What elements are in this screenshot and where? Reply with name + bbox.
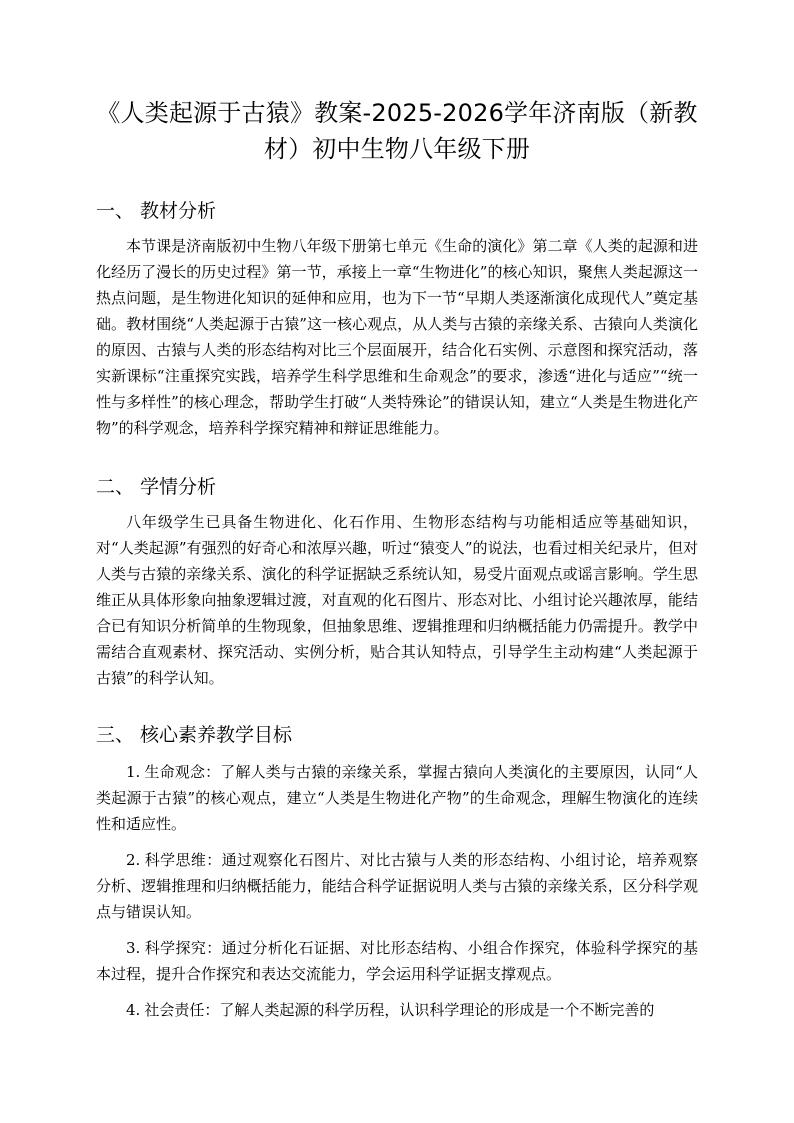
- goal-number: 3.: [126, 939, 141, 957]
- goal-item-social-responsibility: [96, 997, 698, 1023]
- section-heading-learner-analysis: 二、 学情分析: [96, 476, 217, 498]
- goal-number: 1.: [126, 763, 141, 781]
- goal-text: 科学思维：通过观察化石图片、对比古猿与人类的形态结构、小组讨论，培养观察分析、逻辑推理和归纳概括能力，能结合科学证据说明人类与古猿的亲缘关系，区分科学观点与错误认知。: [96, 851, 698, 921]
- section-heading-textbook-analysis: 一、 教材分析: [96, 200, 217, 222]
- goal-text: 生命观念：了解人类与古猿的亲缘关系，掌握古猿向人类演化的主要原因，认同“人类起源于古猿”的核心观点，建立“人类是生物进化产物”的生命观念，理解生物演化的连续性和适应性。: [96, 763, 698, 833]
- textbook-analysis-paragraph: 本节课是济南版初中生物八年级下册第七单元《生命的演化》第二章《人类的起源和进化经历了漫长的历史过程》第一节，承接上一章“生物进化”的核心知识，聚焦人类起源这一热点问题，是生物进化知识的延伸和应用，也为下一节“早期人类逐渐演化成现代人”奠定基础。教材围绕“人类起源于古猿”这一核心观点，从人类与古猿的亲缘关系、古猿向人类演化的原因、古猿与人类的形态结构对比三个层面展开，结合化石实例、示意图和探究活动，落实新课标“注重探究实践，培养学生科学思维和生命观念”的要求，渗透“进化与适应”“统一性与多样性”的核心理念，帮助学生打破“人类特殊论”的错误认知，建立“人类是生物进化产物”的科学观念，培养科学探究精神和辩证思维能力。: [96, 237, 698, 437]
- learner-analysis-paragraph: 八年级学生已具备生物进化、化石作用、生物形态结构与功能相适应等基础知识，对“人类起源”有强烈的好奇心和浓厚兴趣，听过“猿变人”的说法，也看过相关纪录片，但对人类与古猿的亲缘关系、演化的科学证据缺乏系统认知，易受片面观点或谣言影响。学生思维正从具体形象向抽象逻辑过渡，对直观的化石图片、形态对比、小组讨论兴趣浓厚，能结合已有知识分析简单的生物现象，但抽象思维、逻辑推理和归纳概括能力仍需提升。教学中需结合直观素材、探究活动、实例分析，贴合其认知特点，引导学生主动构建“人类起源于古猿”的科学认知。: [96, 513, 698, 687]
- section-heading-teaching-goals: 三、 核心素养教学目标: [96, 724, 293, 746]
- goal-text: 科学探究：通过分析化石证据、对比形态结构、小组合作探究，体验科学探究的基本过程，提升合作探究和表达交流能力，学会运用科学证据支撑观点。: [96, 939, 698, 983]
- goal-item-scientific-inquiry: [96, 935, 698, 987]
- goal-text: 社会责任：了解人类起源的科学历程，认识科学理论的形成是一个不断完善的: [144, 1001, 655, 1019]
- document-title: 《人类起源于古猿》教案-2025-2026学年济南版（新教材）初中生物八年级下册: [96, 99, 698, 163]
- goal-item-scientific-thinking: [96, 847, 698, 925]
- goal-number: 4.: [126, 1001, 141, 1019]
- goal-number: 2.: [126, 851, 141, 869]
- goal-item-life-concept: [96, 759, 698, 837]
